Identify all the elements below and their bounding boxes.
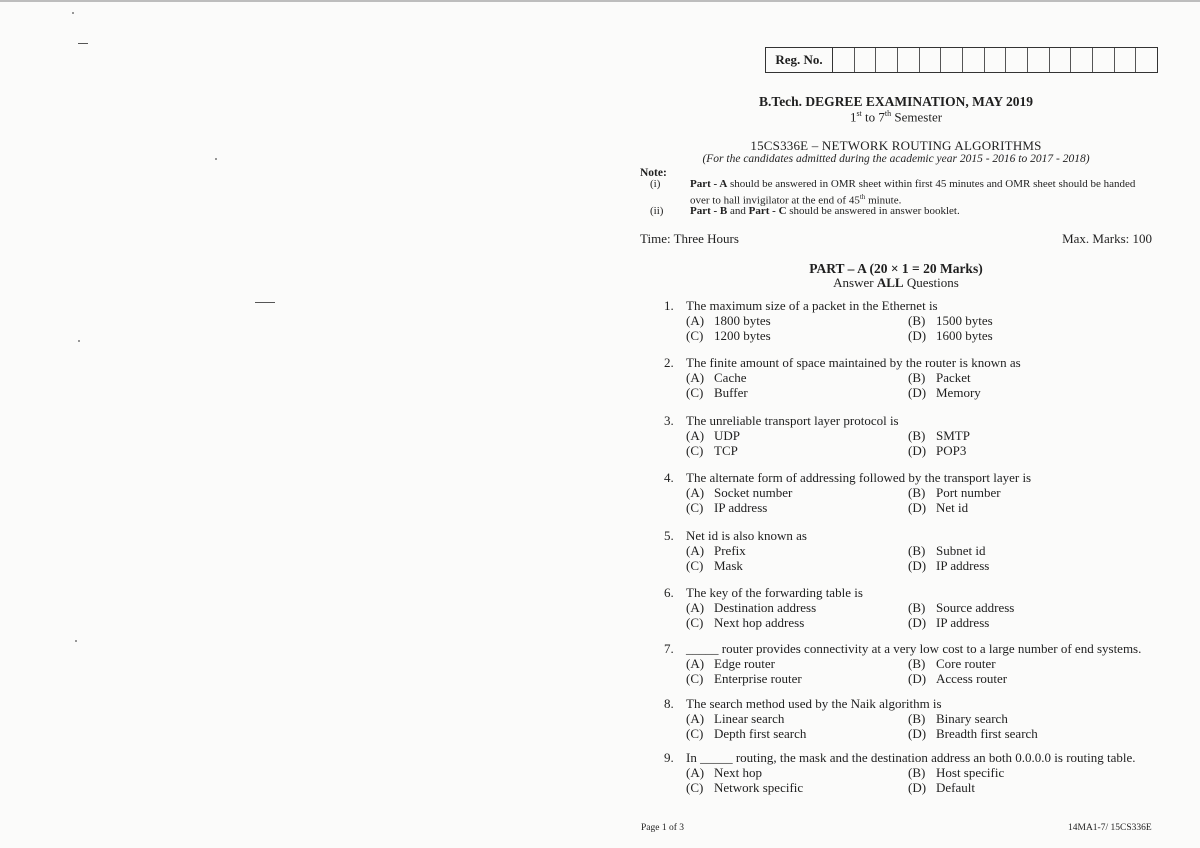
option-c: Next hop address xyxy=(714,614,805,630)
reg-no-cell xyxy=(963,48,985,72)
option-a: UDP xyxy=(714,428,741,443)
question-number: 6. xyxy=(664,585,674,600)
note-item xyxy=(650,178,1155,208)
note-text: Part - A should be answered in OMR sheet within first 45 minutes and OMR sheet should be handed over to hall invigilator at the end of 45th minute. xyxy=(690,178,1136,207)
reg-no-cell xyxy=(833,48,855,72)
reg-no-cell xyxy=(1093,48,1115,72)
question xyxy=(664,641,1144,686)
option-b: Host specific xyxy=(936,765,1005,780)
option-label: (B) xyxy=(908,765,926,780)
semester: 1st to 7th Semester xyxy=(849,109,943,125)
max-marks: Max. Marks: 100 xyxy=(1062,231,1152,246)
option-label: (A) xyxy=(686,765,705,780)
question xyxy=(664,470,1144,515)
option-label: (B) xyxy=(908,313,926,328)
option-label: (A) xyxy=(686,543,705,558)
scan-dot xyxy=(78,340,80,342)
reg-no-cell xyxy=(1136,48,1157,72)
question-stem: The alternate form of addressing followed by the transport layer is xyxy=(686,470,1032,485)
question-number: 4. xyxy=(664,470,674,485)
option-c: Enterprise router xyxy=(714,670,802,686)
option-label: (A) xyxy=(686,370,705,385)
question-stem: _____ router provides connectivity at a very low cost to a large number of end systems. xyxy=(686,641,1142,656)
option-label: (D) xyxy=(908,499,927,515)
option-label: (A) xyxy=(686,428,705,443)
page-number: Page 1 of 3 xyxy=(641,823,685,833)
question-number: 1. xyxy=(664,298,674,313)
scan-dot xyxy=(72,12,74,14)
question xyxy=(664,585,1144,630)
option-label: (C) xyxy=(686,614,704,630)
option-d: Access router xyxy=(936,670,1008,686)
option-label: (C) xyxy=(686,557,704,573)
option-d: Net id xyxy=(936,499,969,515)
option-label: (A) xyxy=(686,485,705,500)
option-c: IP address xyxy=(714,499,768,515)
option-c: TCP xyxy=(714,442,738,458)
reg-no-cell xyxy=(920,48,942,72)
option-label: (D) xyxy=(908,779,927,795)
option-d: POP3 xyxy=(936,442,967,458)
scan-dot xyxy=(215,158,217,160)
option-a: Cache xyxy=(714,370,747,385)
option-label: (C) xyxy=(686,779,704,795)
reg-no-cell xyxy=(1050,48,1072,72)
question xyxy=(664,355,1144,400)
option-label: (D) xyxy=(908,327,927,343)
exam-duration: Time: Three Hours xyxy=(640,231,739,246)
option-a: Socket number xyxy=(714,485,793,500)
option-c: 1200 bytes xyxy=(714,327,771,343)
option-label: (B) xyxy=(908,485,926,500)
option-label: (D) xyxy=(908,384,927,400)
option-label: (D) xyxy=(908,442,927,458)
question-stem: The key of the forwarding table is xyxy=(686,585,863,600)
option-label: (D) xyxy=(908,670,927,686)
option-label: (D) xyxy=(908,557,927,573)
question-number: 8. xyxy=(664,696,674,711)
option-a: Linear search xyxy=(714,711,785,726)
option-d: Default xyxy=(936,779,975,795)
admitted-note: (For the candidates admitted during the academic year 2015 - 2016 to 2017 - 2018) xyxy=(702,153,1090,165)
course-title: 15CS336E – NETWORK ROUTING ALGORITHMS xyxy=(750,138,1042,153)
option-b: Port number xyxy=(936,485,1001,500)
option-a: Prefix xyxy=(714,543,746,558)
option-label: (B) xyxy=(908,370,926,385)
option-label: (C) xyxy=(686,442,704,458)
question xyxy=(664,696,1144,741)
option-label: (B) xyxy=(908,600,926,615)
reg-no-cell xyxy=(1006,48,1028,72)
scan-speck xyxy=(255,302,275,303)
reg-no-box xyxy=(765,47,1158,73)
option-b: Binary search xyxy=(936,711,1008,726)
option-label: (B) xyxy=(908,711,926,726)
question-number: 3. xyxy=(664,413,674,428)
reg-no-cell xyxy=(1115,48,1137,72)
reg-no-cell xyxy=(1071,48,1093,72)
option-label: (D) xyxy=(908,725,927,741)
option-a: Edge router xyxy=(714,656,776,671)
note-num: (i) xyxy=(650,178,661,190)
option-label: (C) xyxy=(686,327,704,343)
option-b: Packet xyxy=(936,370,971,385)
note-item xyxy=(650,205,1155,218)
option-label: (A) xyxy=(686,656,705,671)
option-d: IP address xyxy=(936,614,990,630)
option-c: Mask xyxy=(714,557,743,573)
question xyxy=(664,413,1144,458)
question-number: 5. xyxy=(664,528,674,543)
paper-code: 14MA1-7/ 15CS336E xyxy=(1068,823,1152,833)
option-b: Subnet id xyxy=(936,543,986,558)
option-b: Core router xyxy=(936,656,996,671)
part-a-instruction: Answer ALL Questions xyxy=(833,275,959,290)
question-stem: The unreliable transport layer protocol is xyxy=(686,413,899,428)
option-d: Memory xyxy=(936,384,981,400)
option-d: 1600 bytes xyxy=(936,327,993,343)
option-a: Next hop xyxy=(714,765,763,780)
option-label: (B) xyxy=(908,656,926,671)
option-a: Destination address xyxy=(714,600,817,615)
reg-no-cell xyxy=(855,48,877,72)
option-d: Breadth first search xyxy=(936,725,1038,741)
option-c: Buffer xyxy=(714,384,748,400)
exam-title: B.Tech. DEGREE EXAMINATION, MAY 2019 xyxy=(759,94,1033,109)
part-a-title: PART – A (20 × 1 = 20 Marks) xyxy=(809,261,983,276)
reg-no-label: Reg. No. xyxy=(766,48,833,72)
scan-dot xyxy=(75,640,77,642)
scan-edge xyxy=(0,0,1200,2)
reg-no-cell xyxy=(876,48,898,72)
note-num: (ii) xyxy=(650,205,664,217)
option-label: (A) xyxy=(686,600,705,615)
reg-no-cell xyxy=(985,48,1007,72)
question-stem: Net id is also known as xyxy=(686,528,807,543)
option-label: (B) xyxy=(908,428,926,443)
option-d: IP address xyxy=(936,557,990,573)
option-c: Network specific xyxy=(714,779,804,795)
option-label: (B) xyxy=(908,543,926,558)
option-c: Depth first search xyxy=(714,725,807,741)
option-label: (A) xyxy=(686,313,705,328)
question-stem: The maximum size of a packet in the Ethernet is xyxy=(686,298,938,313)
question-stem: In _____ routing, the mask and the destination address an both 0.0.0.0 is routing table. xyxy=(686,750,1136,765)
question xyxy=(664,528,1144,573)
option-b: Source address xyxy=(936,600,1015,615)
reg-no-cell xyxy=(898,48,920,72)
option-label: (C) xyxy=(686,384,704,400)
option-label: (C) xyxy=(686,499,704,515)
reg-no-cell xyxy=(1028,48,1050,72)
note-heading: Note: xyxy=(640,167,667,179)
note-text: Part - B and Part - C should be answered in answer booklet. xyxy=(690,205,960,217)
scan-speck xyxy=(78,43,88,44)
option-label: (A) xyxy=(686,711,705,726)
option-a: 1800 bytes xyxy=(714,313,771,328)
option-label: (C) xyxy=(686,725,704,741)
reg-no-cell xyxy=(941,48,963,72)
question xyxy=(664,298,1144,343)
option-label: (D) xyxy=(908,614,927,630)
question-number: 9. xyxy=(664,750,674,765)
question-stem: The search method used by the Naik algorithm is xyxy=(686,696,942,711)
option-b: 1500 bytes xyxy=(936,313,993,328)
option-b: SMTP xyxy=(936,428,970,443)
option-label: (C) xyxy=(686,670,704,686)
question-number: 2. xyxy=(664,355,674,370)
question xyxy=(664,750,1144,795)
question-number: 7. xyxy=(664,641,674,656)
question-stem: The finite amount of space maintained by the router is known as xyxy=(686,355,1021,370)
